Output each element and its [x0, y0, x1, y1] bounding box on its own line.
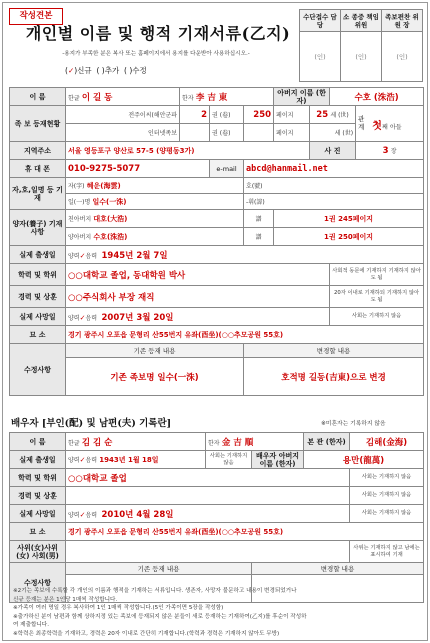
- jokbo-line2-page-input[interactable]: [244, 124, 274, 142]
- jokbo-line2-prefix: [66, 124, 180, 142]
- spouse-birth-cell[interactable]: [66, 451, 206, 469]
- alias-ho-caption: 호(號): [246, 183, 263, 190]
- jokbo-se-cell[interactable]: [310, 106, 356, 124]
- jokbo-line1-prefix-text: 전주이씨(해안군파: [128, 112, 178, 119]
- spouse-education-value: ○○대학교 졸업: [68, 473, 127, 484]
- jokbo-line2-prefix-text: 인터넷족보: [148, 130, 178, 137]
- spouse-father-label: 배우자 아버지 이름 (한자): [252, 451, 304, 469]
- relation-value: 첫: [372, 121, 382, 132]
- jokbo-status-label: 족 보 등재현황: [10, 106, 66, 142]
- jokbo-page-unit-text: 페이지: [276, 112, 294, 119]
- father-name-value: 수호 (洙浩): [354, 92, 399, 103]
- approval-stamp-table: [299, 9, 423, 82]
- spouse-birth-lunar[interactable]: 양력: [68, 456, 80, 464]
- grave-label: 묘 소: [10, 326, 66, 344]
- email-cell[interactable]: [244, 160, 424, 178]
- spouse-birth-solar[interactable]: 음력: [85, 456, 98, 464]
- jokbo-gen-value: 2: [201, 109, 208, 120]
- spouse-remarry-note: 사위는 기재하지 않고 남에는 표시하여 기재: [350, 541, 424, 563]
- spouse-death-check: ✓: [79, 510, 86, 519]
- spouse-death-cell[interactable]: [66, 505, 350, 523]
- stamp-header-chair: 족보편찬 위 원 장: [382, 10, 423, 32]
- hangul-caption: 한글: [68, 94, 80, 102]
- career-cell[interactable]: [66, 286, 330, 308]
- name-label: 이 름: [10, 88, 66, 106]
- jokbo-line2-gwon-input[interactable]: [180, 124, 210, 142]
- birth-father-caption: 친아버지: [68, 215, 92, 223]
- birth-father-book-cell[interactable]: [274, 210, 424, 228]
- birth-father-book-text: 譜: [255, 216, 262, 223]
- form-page: [2, 2, 428, 641]
- birth-lunar-option[interactable]: 양력: [68, 252, 80, 260]
- alias-ilmyeong-cell[interactable]: [66, 194, 244, 210]
- birth-solar-option[interactable]: 음력: [85, 252, 98, 260]
- spouse-death-value: 2010년 4월 28일: [101, 509, 174, 520]
- jokbo-line1-prefix: [66, 106, 180, 124]
- career-label: 경력 및 상훈: [10, 286, 66, 308]
- spouse-hangul-cell[interactable]: [66, 433, 206, 451]
- birth-father-cell[interactable]: [66, 210, 244, 228]
- spouse-name-label: 이 름: [10, 433, 66, 451]
- footer-line-6: ※학력은 최종학력을 기재하고, 경력은 20자 이내로 간단히 기재합니다.(학력과 경력은 기재하지 않아도 무방): [13, 630, 280, 637]
- alias-ho-cell[interactable]: [244, 178, 424, 194]
- career-note: 20자 이내로 기재하되 기재하지 않아도 됨: [330, 286, 424, 308]
- phone-label: 휴 대 폰: [10, 160, 66, 178]
- footer-line-3: ※가족이 여러 명일 경우 복사하여 1인 1매씩 작성합니다.(5인 가족이면 5장을 작성함): [13, 605, 224, 612]
- area-address-label: 지역주소: [10, 142, 66, 160]
- spouse-death-note: 사회는 기재하지 않음: [350, 505, 424, 523]
- alias-ilmyeong-caption: 일(一)명: [68, 198, 91, 206]
- jokbo-gen-unit-text: 권 (卷): [212, 112, 231, 119]
- jokbo-gen-unit: [210, 106, 244, 124]
- edit-checkbox-close: ): [129, 66, 133, 75]
- adoption-label: 양자(養子) 기재사항: [10, 210, 66, 246]
- jokbo-line2-gwon-unit: [210, 124, 244, 142]
- child-gender: 아들: [389, 124, 402, 131]
- grave-value: 경기 광주시 오포읍 문형리 산55번지 유좌(酉坐)(○○추모공원 55호): [68, 330, 284, 339]
- death-date-value: 2007년 3월 20일: [101, 312, 174, 323]
- seal-committee[interactable]: (인): [341, 32, 382, 82]
- birth-father-book-caption: [244, 210, 274, 228]
- new-check-mark[interactable]: ✓: [67, 66, 75, 75]
- hangul-name-value: 이 길 동: [81, 92, 113, 103]
- alias-ilmyeong-value: 일수(一洙): [92, 197, 127, 206]
- spouse-section-title: 배우자 [부인(配) 및 남편(夫) 기록란]: [11, 418, 172, 429]
- jokbo-line2-se-cell[interactable]: [310, 124, 356, 142]
- education-cell[interactable]: [66, 264, 330, 286]
- alias-ja-caption: 자(字): [68, 182, 85, 190]
- spouse-hangul-caption: 한글: [68, 439, 80, 447]
- photo-count-value: 3: [382, 145, 389, 156]
- footer-line-2: 신규 등재는 분은 1인당 1매씩 작성합니다.: [13, 596, 118, 603]
- alias-hwi-caption: -휘(諱): [246, 199, 265, 206]
- form-title: 개인별 이름 및 행적 기재서류(乙지): [25, 24, 291, 43]
- hanja-caption: 한자: [182, 94, 194, 102]
- adoptive-father-caption: 양아버지: [68, 233, 92, 241]
- relation-label: 관 계: [358, 115, 365, 131]
- adoptive-father-book-text: 譜: [255, 234, 262, 241]
- photo-count-unit: 장: [390, 147, 397, 155]
- spouse-father-value: 용만(龍萬): [342, 455, 385, 466]
- jokbo-page-unit: [274, 106, 310, 124]
- add-checkbox-label: 추가: [104, 66, 120, 75]
- jokbo-se-unit: 세 (世): [330, 111, 349, 119]
- education-note: 사회적 동문에 기재하지 기재하지 않아도 됨: [330, 264, 424, 286]
- footer-line-4: ※출가하신 분이 남편과 함께 상하지정 있는 족보에 등재되지 않은 분들이 새로 등재하는 기재하여(乙지)를 후순이 작성하: [13, 613, 307, 620]
- spouse-career-cell[interactable]: [66, 487, 350, 505]
- adoptive-father-cell[interactable]: [66, 228, 244, 246]
- email-value: abcd@hanmail.net: [246, 163, 328, 174]
- spouse-bon-label: 본 관 (한자): [304, 433, 350, 451]
- jokbo-line2-se-text: 세 (世): [334, 130, 354, 137]
- stamp-header-committee: 소 종중 책임위원: [341, 10, 382, 32]
- jokbo-line2-page-unit: [274, 124, 310, 142]
- spouse-death-lunar[interactable]: 양력: [68, 511, 80, 519]
- footer-line-1: ※2기는 족보에 수록할 각 개인의 이름과 행적을 기재하는 서류입니다. 생존자, 사망자 불문하고 내용이 변경되었거나: [13, 588, 297, 594]
- edit-section-label: 수정사항: [10, 344, 66, 396]
- death-note: 사회는 기재하지 않음: [330, 308, 424, 326]
- spouse-death-label: 실제 사망일: [10, 505, 66, 523]
- father-name-label: 아버지 이름 (한자): [274, 88, 330, 106]
- area-address-cell[interactable]: [66, 142, 310, 160]
- spouse-bon-cell[interactable]: [350, 433, 424, 451]
- footer-line-5: 여 제출합니다.: [13, 622, 49, 629]
- jokbo-line2-page-text: 페이지: [276, 130, 294, 137]
- spouse-career-note: 사회는 기재하지 않음: [350, 487, 424, 505]
- form-subtitle: -용지가 부족한 분은 복사 또는 홈페이지에서 용지를 다운받아 사용하십시오.-: [62, 51, 250, 57]
- seal-chair[interactable]: (인): [382, 32, 423, 82]
- birth-date-label: 실제 출생일: [10, 246, 66, 264]
- spouse-education-cell[interactable]: [66, 469, 350, 487]
- spouse-birth-check: ✓: [79, 455, 86, 464]
- new-checkbox-label: 신규: [77, 66, 92, 75]
- spouse-grave-value: 경기 광주시 오포읍 문형리 산55번지 유좌(酉坐)(○○추모공원 55호): [68, 527, 284, 536]
- new-checkbox-close: ): [74, 66, 78, 75]
- spouse-career-label: 경력 및 상훈: [10, 487, 66, 505]
- edit-after-cell[interactable]: [244, 358, 424, 396]
- death-check-mark: ✓: [79, 313, 86, 322]
- death-date-label: 실제 사망일: [10, 308, 66, 326]
- birth-father-book-value: 1권 245페이지: [324, 214, 374, 223]
- death-solar-option[interactable]: 음력: [85, 314, 98, 322]
- birth-date-value: 1945년 2월 7일: [101, 250, 168, 261]
- spouse-bon-value: 김해(金海): [365, 437, 408, 448]
- hanja-name-cell[interactable]: [180, 88, 274, 106]
- career-value: ○○주식회사 부장 재직: [68, 292, 155, 303]
- spouse-info-table: [9, 432, 424, 603]
- seal-receipt[interactable]: (인): [300, 32, 341, 82]
- spouse-hanja-caption: 한자: [208, 439, 220, 447]
- spouse-edit-before-header: 기존 등재 내용: [66, 563, 252, 575]
- footer-notes: [13, 587, 421, 639]
- adoptive-father-book-value: 1권 250페이지: [324, 232, 374, 241]
- birth-check-mark: ✓: [79, 251, 86, 260]
- add-checkbox-close: ): [101, 66, 105, 75]
- spouse-remarry-label: 사위(女)사위(女) 사회(男): [10, 541, 66, 563]
- spouse-education-note: 사회는 기재하지 않음: [350, 469, 424, 487]
- spouse-hanja-value: 金 吉 順: [221, 437, 254, 448]
- death-lunar-option[interactable]: 양력: [68, 314, 80, 322]
- spouse-section-note: ※미혼자는 기록하지 않음: [321, 421, 386, 427]
- adoptive-father-value: 수호(洙浩): [93, 232, 128, 241]
- edit-checkbox-open[interactable]: (: [124, 66, 127, 75]
- adoptive-father-book-caption: [244, 228, 274, 246]
- father-name-cell[interactable]: [330, 88, 424, 106]
- spouse-hanja-cell[interactable]: [206, 433, 304, 451]
- jokbo-page-value: 250: [253, 109, 272, 120]
- jokbo-line2-gwon-text: 권 (卷): [212, 130, 231, 137]
- death-date-cell[interactable]: [66, 308, 330, 326]
- area-address-value: 서울 영등포구 양산로 57-5 (양평동3가): [68, 146, 195, 155]
- spouse-grave-cell[interactable]: [66, 523, 424, 541]
- person-info-table: [9, 87, 424, 396]
- photo-count-cell[interactable]: [356, 142, 424, 160]
- alias-label: 자,호,일명 등 기재: [10, 178, 66, 210]
- alias-hwi-cell[interactable]: [244, 194, 424, 210]
- phone-cell[interactable]: [66, 160, 210, 178]
- sample-badge: 작성견본: [9, 8, 63, 25]
- education-label: 학력 및 학위: [10, 264, 66, 286]
- new-checkbox-open: (: [65, 66, 68, 75]
- education-value: ○○대학교 졸업, 동대학원 박사: [68, 270, 186, 281]
- phone-value: 010-9275-5077: [68, 163, 141, 174]
- add-checkbox-open[interactable]: (: [96, 66, 100, 75]
- edit-after-value: 호적명 길동(吉東)으로 변경: [281, 372, 386, 383]
- stamp-header-receipt: 수단접수 담 당: [300, 10, 341, 32]
- spouse-education-label: 학력 및 학위: [10, 469, 66, 487]
- alias-ja-cell[interactable]: [66, 178, 244, 194]
- jokbo-gen-cell[interactable]: [180, 106, 210, 124]
- relation-cell[interactable]: [356, 106, 424, 142]
- birth-date-cell[interactable]: [66, 246, 424, 264]
- birth-father-value: 대호(大浩): [93, 214, 128, 223]
- spouse-hangul-value: 김 김 순: [81, 437, 113, 448]
- spouse-grave-label: 묘 소: [10, 523, 66, 541]
- spouse-birth-note: 사회는 기재하지 않음: [206, 451, 252, 469]
- spouse-birth-label: 실제 출생일: [10, 451, 66, 469]
- hanja-name-value: 李 吉 東: [195, 92, 228, 103]
- edit-before-header: 기존 등재 내용: [66, 344, 244, 358]
- spouse-remarry-cell[interactable]: [66, 541, 350, 563]
- jokbo-page-cell[interactable]: [244, 106, 274, 124]
- relation-unit: 째: [381, 124, 388, 131]
- jokbo-se-value: 25: [316, 109, 329, 120]
- edit-before-value: 기존 족보명 일수(一洙): [110, 372, 199, 383]
- spouse-birth-value: 1943년 1월 18일: [99, 455, 159, 464]
- email-label: e-mail: [210, 160, 244, 178]
- spouse-father-cell[interactable]: [304, 451, 424, 469]
- hangul-name-cell[interactable]: [66, 88, 180, 106]
- photo-label: 사 진: [310, 142, 356, 160]
- spouse-death-solar[interactable]: 음력: [85, 511, 98, 519]
- spouse-edit-after-header: 변경할 내용: [252, 563, 424, 575]
- edit-checkbox-label: 수정: [132, 66, 147, 75]
- alias-ja-value: 혜운(海雲): [86, 181, 121, 190]
- grave-cell[interactable]: [66, 326, 424, 344]
- edit-before-cell[interactable]: [66, 358, 244, 396]
- form-type-checkboxes: [65, 65, 265, 76]
- spouse-edit-label: 수정사항: [10, 563, 66, 603]
- edit-after-header: 변경할 내용: [244, 344, 424, 358]
- adoptive-father-book-cell[interactable]: [274, 228, 424, 246]
